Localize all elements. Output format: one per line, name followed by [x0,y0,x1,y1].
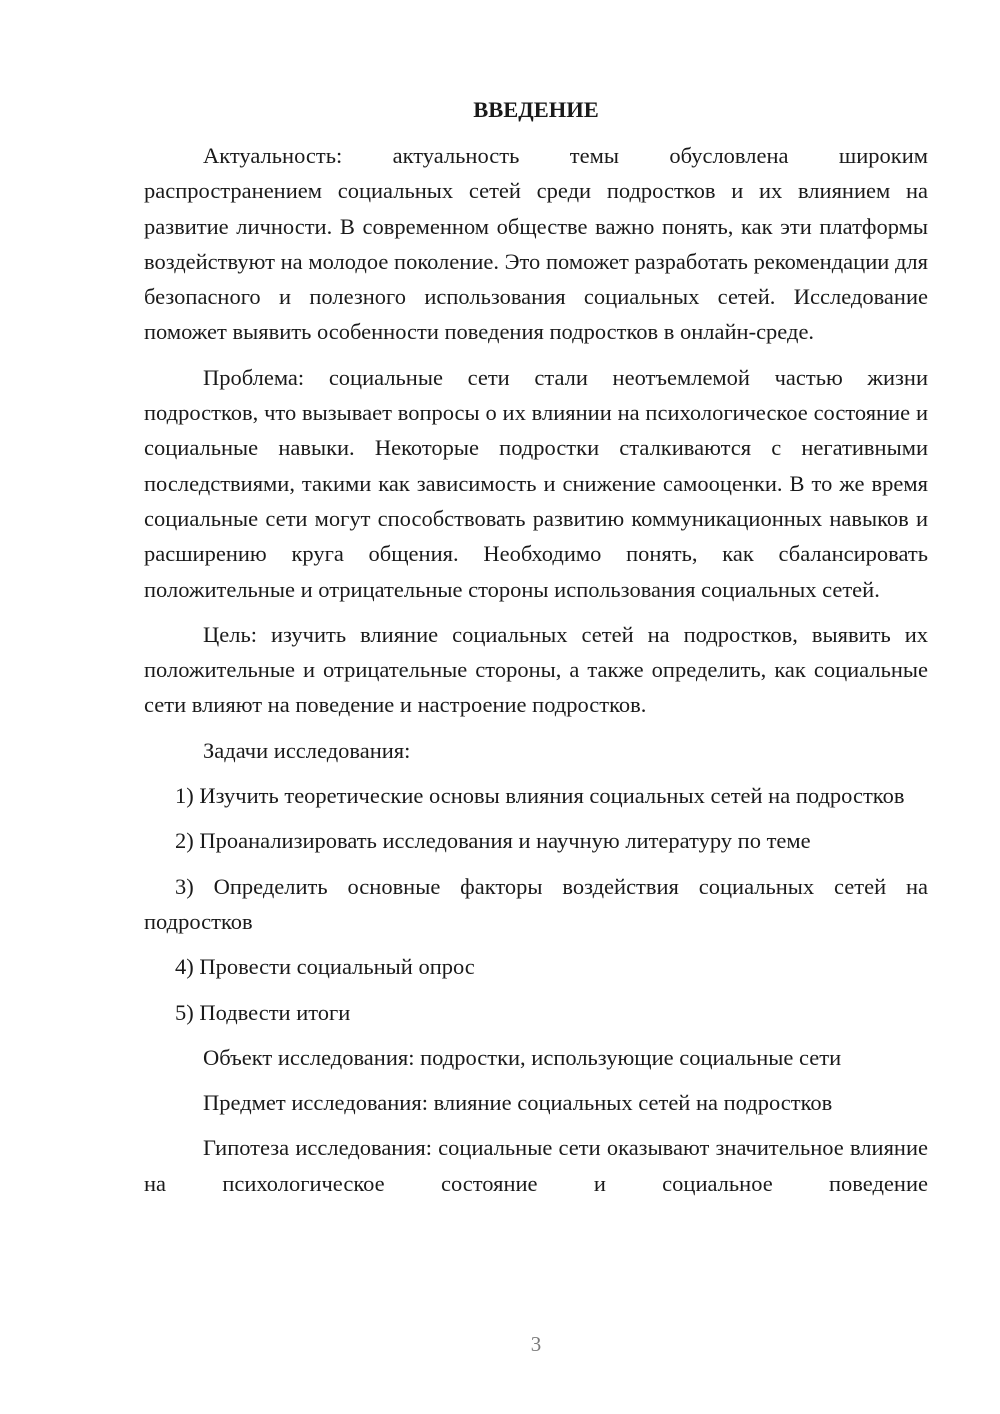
task-item-5: 5) Подвести итоги [175,999,351,1025]
task-item-3: 3) Определить основные факторы воздействия социальных сетей на подростков [144,873,928,934]
research-subject: Предмет исследования: влияние социальных сетей на подростков [203,1090,833,1116]
research-object: Объект исследования: подростки, использующие социальные сети [203,1044,842,1070]
task-item-1: 1) Изучить теоретические основы влияния социальных сетей на подростков [175,783,905,809]
tasks-heading: Задачи исследования: [203,737,411,763]
task-item-4: 4) Провести социальный опрос [175,954,475,980]
relevance-paragraph: Актуальность: актуальность темы обусловлена широким распространением социальных сетей среди подростков и их влиянием на развитие личности. В современном обществе важно понять, как эти платформы воздействуют на молодое поколение. Это поможет разработать рекомендации для безопасного и полезного использования социальных сетей. Исследование поможет выявить особенности поведения подростков в онлайн-среде. [144,143,928,345]
page-body [144,92,928,1201]
goal-paragraph: Цель: изучить влияние социальных сетей на подростков, выявить их положительные и отрицательные стороны, а также определить, как социальные сети влияют на поведение и настроение подростков. [144,621,928,718]
research-hypothesis: Гипотеза исследования: социальные сети оказывают значительное влияние на психологическое состояние и социальное поведение [144,1135,928,1196]
page-number: 3 [530,1332,542,1356]
problem-paragraph: Проблема: социальные сети стали неотъемлемой частью жизни подростков, что вызывает вопросы о их влиянии на психологическое состояние и социальные навыки. Некоторые подростки сталкиваются с негативными последствиями, такими как зависимость и снижение самооценки. В то же время социальные сети могут способствовать развитию коммуникационных навыков и расширению круга общения. Необходимо понять, как сбалансировать положительные и отрицательные стороны использования социальных сетей. [144,364,928,602]
task-item-2: 2) Проанализировать исследования и научную литературу по теме [175,828,811,854]
section-title: ВВЕДЕНИЕ [473,97,599,122]
